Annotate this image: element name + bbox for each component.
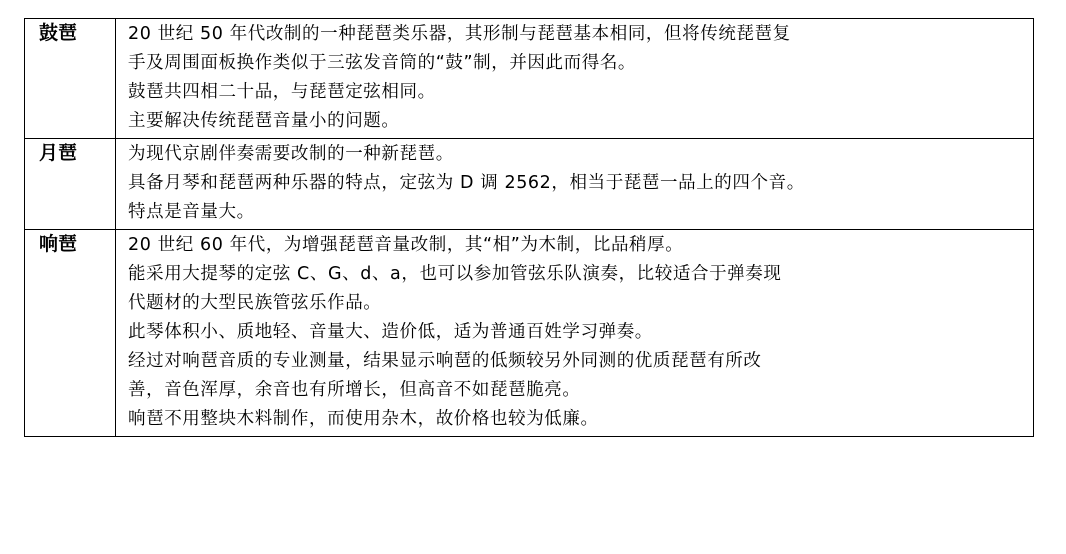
description-line: 具备月琴和琵琶两种乐器的特点，定弦为 D 调 2562，相当于琵琶一品上的四个音。	[128, 173, 805, 193]
instrument-description-cell	[116, 230, 1034, 437]
instrument-name-cell	[25, 19, 116, 139]
table-row	[25, 19, 1034, 139]
description-line: 善，音色浑厚，余音也有所增长，但高音不如琵琶脆亮。	[128, 380, 581, 400]
description-line: 手及周围面板换作类似于三弦发音筒的“鼓”制，并因此而得名。	[128, 53, 637, 73]
description-line: 为现代京剧伴奏需要改制的一种新琵琶。	[128, 144, 454, 164]
description-line: 代题材的大型民族管弦乐作品。	[128, 293, 382, 313]
description-line: 经过对响琶音质的专业测量，结果显示响琶的低频较另外同测的优质琵琶有所改	[128, 351, 762, 371]
table-row	[25, 139, 1034, 230]
instrument-name: 鼓琶	[39, 22, 78, 44]
instrument-table	[24, 18, 1034, 437]
instrument-name-cell	[25, 230, 116, 437]
instrument-description-cell	[116, 139, 1034, 230]
instrument-name: 响琶	[39, 233, 78, 255]
description-line: 鼓琶共四相二十品，与琵琶定弦相同。	[128, 82, 436, 102]
description-line: 特点是音量大。	[128, 202, 255, 222]
description-line: 能采用大提琴的定弦 C、G、d、a，也可以参加管弦乐队演奏，比较适合于弹奏现	[128, 264, 782, 284]
table-row	[25, 230, 1034, 437]
instrument-name-cell	[25, 139, 116, 230]
instrument-description-cell	[116, 19, 1034, 139]
description-line: 主要解决传统琵琶音量小的问题。	[128, 111, 400, 131]
description-line: 20 世纪 60 年代，为增强琵琶音量改制，其“相”为木制，比品稍厚。	[128, 235, 684, 255]
description-line: 此琴体积小、质地轻、音量大、造价低，适为普通百姓学习弹奏。	[128, 322, 653, 342]
description-line: 响琶不用整块木料制作，而使用杂木，故价格也较为低廉。	[128, 409, 599, 429]
instrument-name: 月琶	[39, 142, 78, 164]
description-line: 20 世纪 50 年代改制的一种琵琶类乐器，其形制与琵琶基本相同，但将传统琵琶复	[128, 24, 791, 44]
